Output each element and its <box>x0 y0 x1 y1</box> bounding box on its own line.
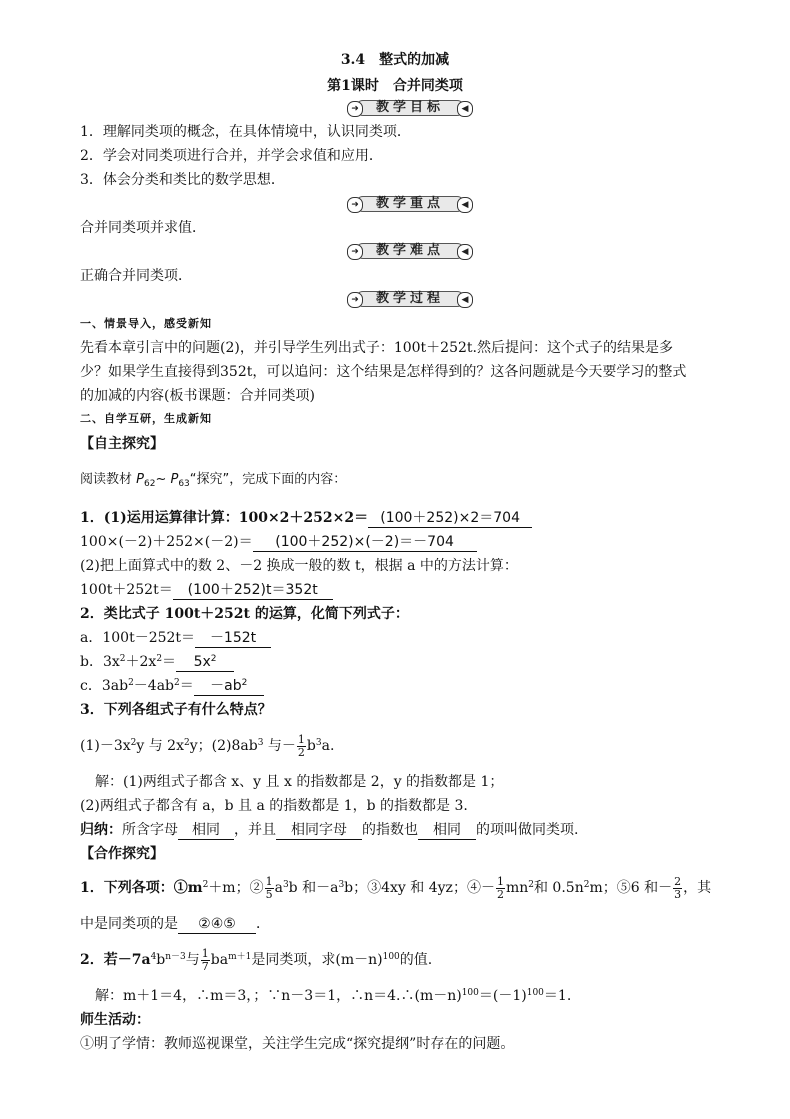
answer-blank: (100＋252)×(－2)＝－704 <box>253 534 477 552</box>
intro-line-1: 先看本章引言中的问题(2)，并引导学生列出式子：100t＋252t.然后提问：这个式子的结果是多 <box>80 340 673 356</box>
answer-blank: (100＋252)×2＝704 <box>368 510 532 528</box>
answer-blank: 相同字母 <box>276 822 362 840</box>
objective-2: 2．学会对同类项进行合并，并学会求值和应用． <box>80 148 383 164</box>
q1-line-3: (2)把上面算式中的数 2、－2 换成一般的数 t，根据 a 中的方法计算： <box>80 558 518 574</box>
c1-line-2: 中是同类项的是 ②④⑤ ． <box>80 916 270 932</box>
answer-blank: $5x^2$ <box>176 654 234 672</box>
c2-question: 2．若$-7a^4b^{n-3}$与 $\frac{1}{7}$ $ba^{m+1}$是同类项，求$(m-n)^{100}$的值. <box>80 946 433 973</box>
c1-line-1: 1．下列各项：$①m^2+m$；② $\frac{1}{5}$ $a^3b$ 和$-a^3b$；③4xy 和 4yz；④－ $\frac{1}{2}$ $mn^2$和 $0.5n^2m$；⑤6 和－ $\frac{2}{3}$ ，其 <box>80 874 712 901</box>
answer-blank: －152t <box>195 630 271 648</box>
difficulty-text: 正确合并同类项． <box>80 268 192 284</box>
answer-blank: ②④⑤ <box>178 916 256 934</box>
q3-expressions: $(1)-3x^2y$ 与 $2x^2y$；$(2)8ab^3$ 与－ $\frac{1}{2}$ $b^3a$. <box>80 732 335 759</box>
banner-objectives: ➜ 教学目标 ◀ <box>345 99 475 117</box>
arrow-left-icon: ◀ <box>457 292 473 308</box>
answer-blank: 相同 <box>178 822 234 840</box>
q1-line-2: 100×(－2)＋252×(－2)＝ (100＋252)×(－2)＝－704 <box>80 532 477 552</box>
answer-blank: (100＋252)t＝352t <box>173 582 333 600</box>
q2-intro: 2．类比式子 100t＋252t 的运算，化简下列式子： <box>80 606 409 622</box>
objective-3: 3．体会分类和类比的数学思想． <box>80 172 285 188</box>
arrow-right-icon: ➜ <box>347 292 363 308</box>
summary-line: 归纳：所含字母 相同 ，并且 相同字母 的指数也 相同 的项叫做同类项. <box>80 822 579 838</box>
q2-a: a．100t－252t＝ －152t <box>80 628 271 648</box>
arrow-right-icon: ➜ <box>347 101 363 117</box>
c2-solution: 解：m＋1＝4，∴m＝3，；∵n－3＝1，$\therefore n=4.\therefore(m-n)^{100}=(-1)^{100}=1$. <box>95 988 572 1004</box>
section-heading-2: 二、自学互研，生成新知 <box>80 412 212 425</box>
q2-b: b．$3x^2+2x^2= 5x^2$ <box>80 652 234 672</box>
lesson-subtitle: 第1课时 合并同类项 <box>327 78 463 94</box>
q3-solution-2: (2)两组式子都含有 a，b 且 a 的指数都是 1，b 的指数都是 3. <box>80 798 468 814</box>
coop-heading: 【合作探究】 <box>80 846 164 862</box>
arrow-left-icon: ◀ <box>457 244 473 260</box>
q1-line-4: 100t＋252t＝ (100＋252)t＝352t <box>80 580 333 600</box>
read-instruction: 阅读教材 $P_{62}\sim$ $P_{63}“$探究”，完成下面的内容： <box>80 472 347 489</box>
banner-key-points: ➜ 教学重点 ◀ <box>345 195 475 213</box>
intro-line-2: 少？如果学生直接得到352t，可以追问：这个结果是怎样得到的？这各问题就是今天要学习的整式 <box>80 364 687 380</box>
arrow-right-icon: ➜ <box>347 197 363 213</box>
answer-blank: 相同 <box>418 822 476 840</box>
banner-process: ➜ 教学过程 ◀ <box>345 290 475 308</box>
answer-blank: $-ab^2$ <box>194 678 264 696</box>
q2-c: c．$3ab^2-4ab^2= -ab^2$ <box>80 676 264 696</box>
lesson-title: 3.4 整式的加减 <box>340 52 450 68</box>
q3-intro: 3．下列各组式子有什么特点？ <box>80 702 272 718</box>
q3-solution-1: 解：(1)两组式子都含 x、y 且 x 的指数都是 2，y 的指数都是 1； <box>95 774 504 790</box>
arrow-right-icon: ➜ <box>347 244 363 260</box>
self-study-heading: 【自主探究】 <box>80 436 164 452</box>
arrow-left-icon: ◀ <box>457 197 473 213</box>
activity-line: ①明了学情：教师巡视课堂，关注学生完成“探究提纲”时存在的问题。 <box>80 1036 515 1052</box>
intro-line-3: 的加减的内容(板书课题：合并同类项) <box>80 388 315 404</box>
q1-line-1: 1．(1)运用运算律计算：100×2＋252×2＝ (100＋252)×2＝704 <box>80 508 532 528</box>
key-point-text: 合并同类项并求值． <box>80 220 206 236</box>
section-heading-1: 一、情景导入，感受新知 <box>80 317 212 330</box>
banner-difficulties: ➜ 教学难点 ◀ <box>345 242 475 260</box>
activity-label: 师生活动： <box>80 1012 150 1028</box>
arrow-left-icon: ◀ <box>457 101 473 117</box>
objective-1: 1．理解同类项的概念，在具体情境中，认识同类项． <box>80 124 411 140</box>
